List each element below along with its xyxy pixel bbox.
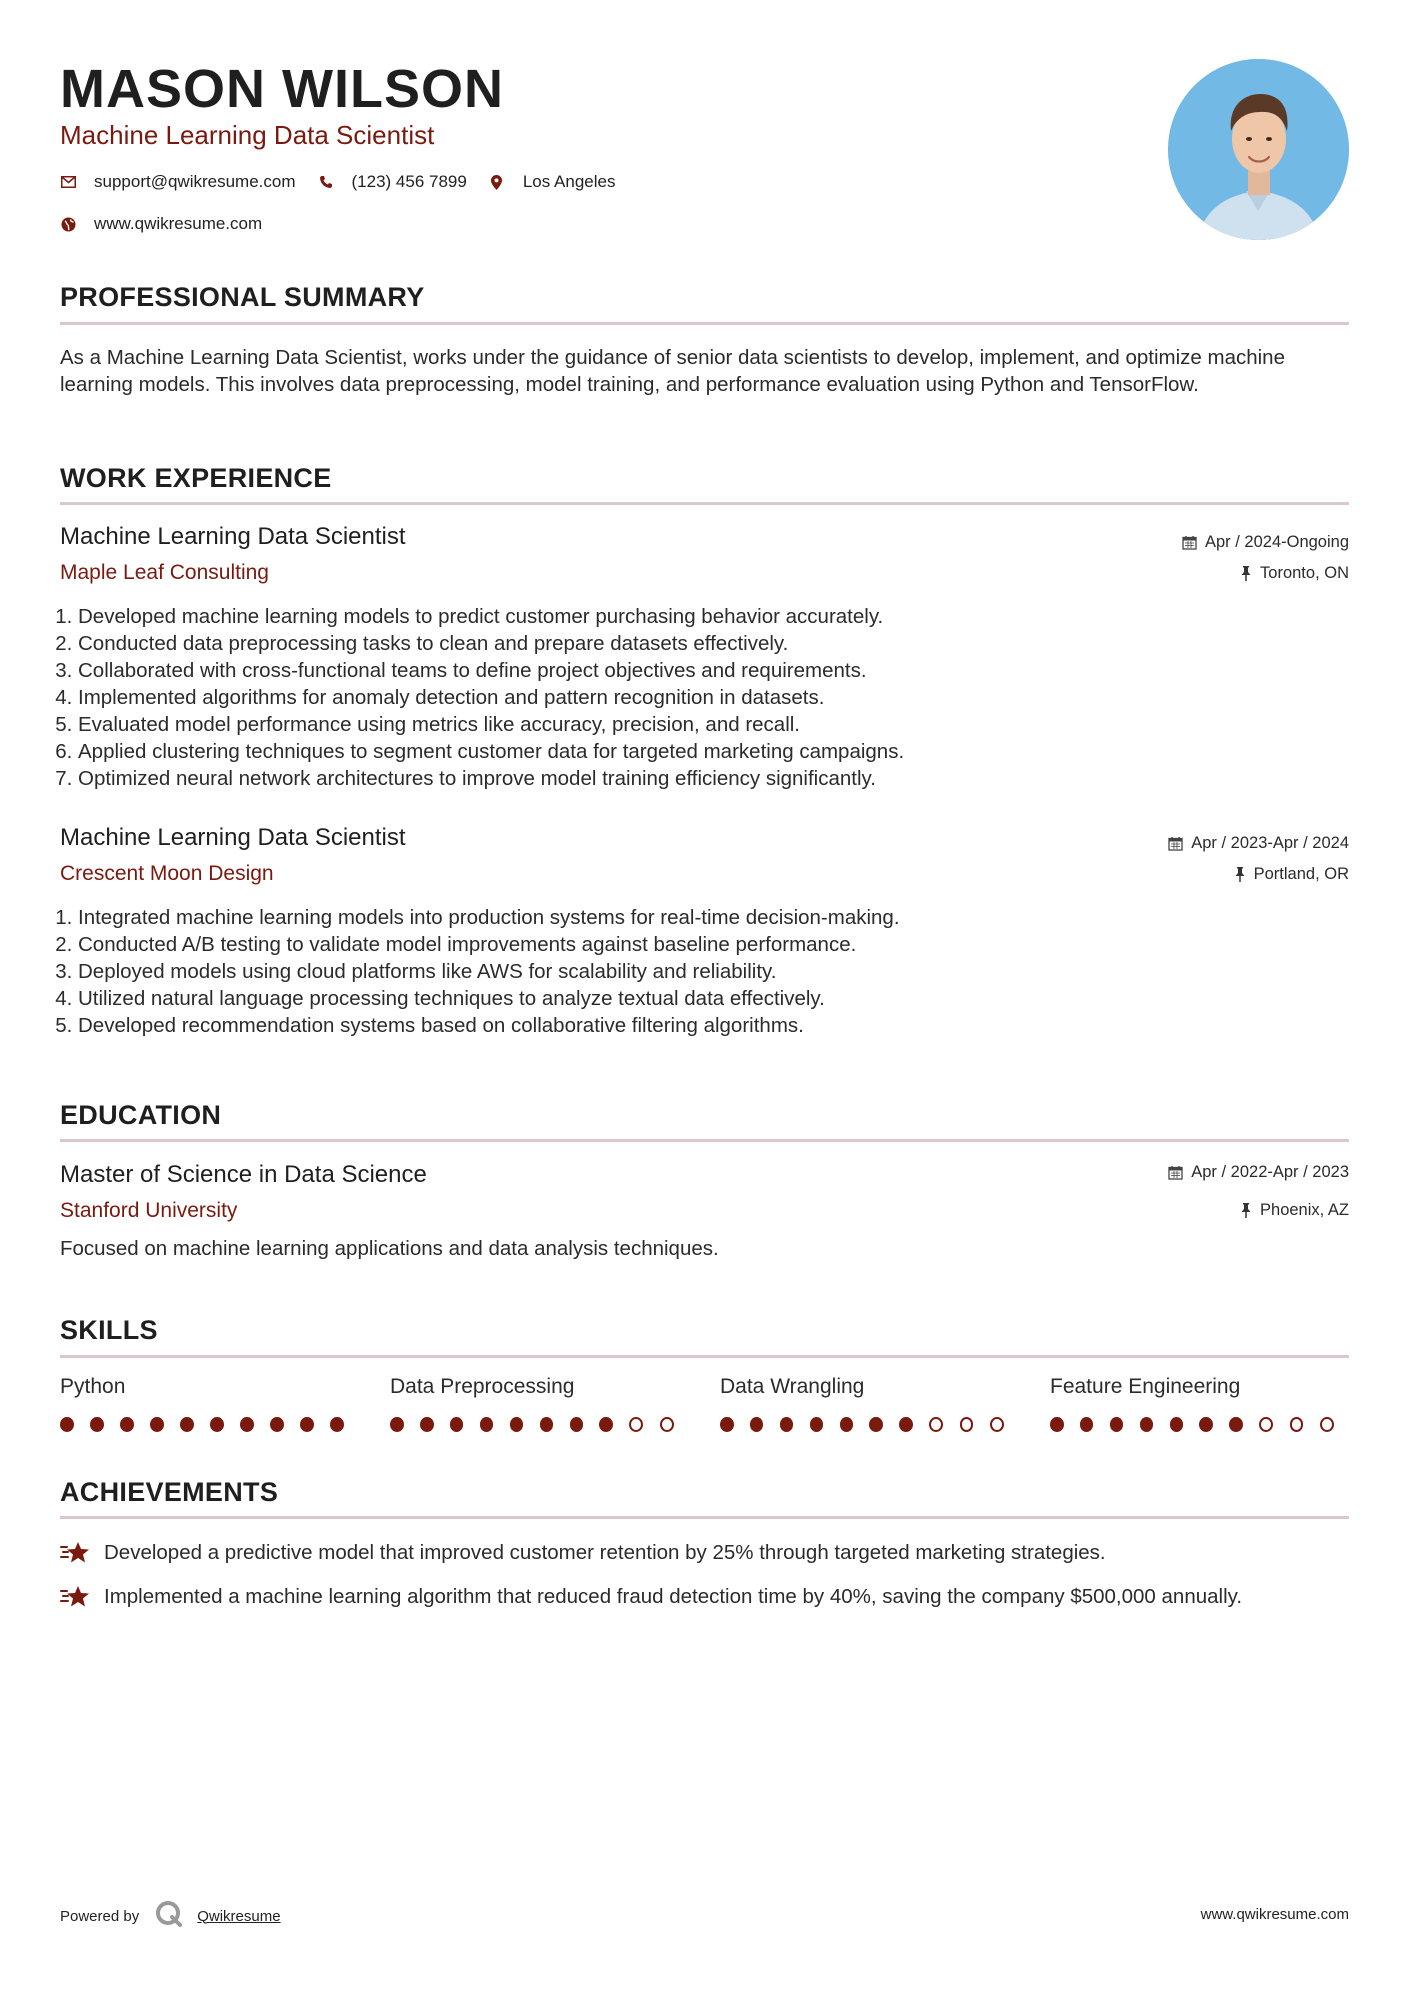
school-name: Stanford University <box>60 1199 238 1222</box>
list-item: 2. Conducted A/B testing to validate model improvements against baseline performance. <box>78 931 1338 958</box>
rating-dot-empty <box>960 1417 974 1432</box>
job-dates <box>1182 533 1349 552</box>
rating-dot-empty <box>660 1417 674 1432</box>
rating-dot-empty <box>629 1417 643 1432</box>
job-location <box>1240 564 1349 583</box>
list-item: 7. Optimized neural network architectures to improve model training efficiency significantly. <box>78 765 1338 792</box>
job-bullets <box>60 904 1338 1039</box>
rating-dot-filled <box>420 1417 434 1432</box>
rating-dot-filled <box>869 1417 883 1432</box>
website-item[interactable] <box>60 214 262 234</box>
skill-item <box>720 1375 1020 1432</box>
skill-name: Python <box>60 1375 126 1398</box>
rating-dot-filled <box>750 1417 764 1432</box>
education-dates-text: Apr / 2022-Apr / 2023 <box>1191 1163 1349 1181</box>
calendar-icon <box>1182 535 1197 550</box>
skill-rating <box>1050 1417 1350 1432</box>
achievement-item <box>60 1583 1349 1616</box>
skill-rating <box>720 1417 1020 1432</box>
job-dates-text: Apr / 2023-Apr / 2024 <box>1191 834 1349 852</box>
skill-item <box>390 1375 690 1432</box>
achievements-divider <box>60 1516 1349 1519</box>
email-item[interactable] <box>60 172 296 192</box>
job-bullets <box>60 603 1338 792</box>
rating-dot-filled <box>210 1417 224 1432</box>
star-badge-icon <box>60 1583 104 1616</box>
email-text: support@qwikresume.com <box>94 172 296 191</box>
list-item: 6. Applied clustering techniques to segment customer data for targeted marketing campaigns. <box>78 738 1338 765</box>
phone-text: (123) 456 7899 <box>351 172 467 191</box>
rating-dot-filled <box>780 1417 794 1432</box>
rating-dot-filled <box>300 1417 314 1432</box>
skill-item <box>60 1375 360 1432</box>
footer-powered-by <box>60 1900 281 1932</box>
qwikresume-link[interactable]: Qwikresume <box>197 1907 281 1925</box>
candidate-title: Machine Learning Data Scientist <box>60 120 435 150</box>
rating-dot-filled <box>120 1417 134 1432</box>
rating-dot-filled <box>1110 1417 1124 1432</box>
globe-icon <box>60 216 76 232</box>
list-item: 4. Utilized natural language processing techniques to analyze textual data effectively. <box>78 985 1338 1012</box>
profile-photo <box>1168 59 1349 240</box>
rating-dot-filled <box>899 1417 913 1432</box>
skill-rating <box>390 1417 690 1432</box>
phone-icon <box>318 174 334 190</box>
footer-website[interactable]: www.qwikresume.com <box>1200 1906 1349 1923</box>
job-location-text: Portland, OR <box>1253 865 1349 883</box>
rating-dot-filled <box>1229 1417 1243 1432</box>
experience-heading: WORK EXPERIENCE <box>60 463 332 493</box>
job-location-text: Toronto, ON <box>1260 564 1349 582</box>
achievement-item <box>60 1539 1349 1572</box>
rating-dot-filled <box>1080 1417 1094 1432</box>
skill-rating <box>60 1417 360 1432</box>
rating-dot-filled <box>330 1417 344 1432</box>
job-dates <box>1168 834 1349 853</box>
rating-dot-filled <box>810 1417 824 1432</box>
list-item: 5. Developed recommendation systems based on collaborative filtering algorithms. <box>78 1012 1338 1039</box>
qwikresume-logo-icon <box>155 1900 183 1932</box>
calendar-icon <box>1168 1165 1183 1180</box>
map-pin-icon <box>489 174 505 190</box>
rating-dot-filled <box>150 1417 164 1432</box>
rating-dot-filled <box>270 1417 284 1432</box>
achievements-heading: ACHIEVEMENTS <box>60 1477 279 1507</box>
achievement-text: Implemented a machine learning algorithm that reduced fraud detection time by 40%, saving the company $500,000 annually. <box>104 1585 1243 1608</box>
contact-row <box>60 172 637 192</box>
powered-by-label: Powered by <box>60 1907 140 1925</box>
degree-title: Master of Science in Data Science <box>60 1161 427 1188</box>
list-item: 4. Implemented algorithms for anomaly detection and pattern recognition in datasets. <box>78 684 1338 711</box>
skill-item <box>1050 1375 1350 1432</box>
rating-dot-filled <box>540 1417 554 1432</box>
skill-name: Data Preprocessing <box>390 1375 575 1398</box>
rating-dot-empty <box>1259 1417 1273 1432</box>
rating-dot-filled <box>60 1417 74 1432</box>
job-dates-text: Apr / 2024-Ongoing <box>1204 533 1349 551</box>
pushpin-icon <box>1240 566 1252 581</box>
education-description: Focused on machine learning applications and data analysis techniques. <box>60 1237 719 1260</box>
rating-dot-filled <box>599 1417 613 1432</box>
rating-dot-empty <box>1320 1417 1334 1432</box>
education-divider <box>60 1139 1349 1142</box>
rating-dot-filled <box>480 1417 494 1432</box>
envelope-icon <box>60 174 76 190</box>
skills-heading: SKILLS <box>60 1315 158 1345</box>
rating-dot-filled <box>240 1417 254 1432</box>
education-location <box>1240 1201 1349 1220</box>
rating-dot-filled <box>180 1417 194 1432</box>
phone-item[interactable] <box>318 172 467 192</box>
website-text: www.qwikresume.com <box>94 214 263 233</box>
location-item <box>489 172 616 192</box>
location-text: Los Angeles <box>522 172 616 191</box>
rating-dot-filled <box>450 1417 464 1432</box>
calendar-icon <box>1168 836 1183 851</box>
rating-dot-empty <box>929 1417 943 1432</box>
skill-name: Data Wrangling <box>720 1375 865 1398</box>
pushpin-icon <box>1234 867 1246 882</box>
rating-dot-empty <box>990 1417 1004 1432</box>
rating-dot-filled <box>510 1417 524 1432</box>
rating-dot-filled <box>840 1417 854 1432</box>
job-title: Machine Learning Data Scientist <box>60 523 406 550</box>
rating-dot-empty <box>1290 1417 1304 1432</box>
company-name: Crescent Moon Design <box>60 862 274 885</box>
summary-text: As a Machine Learning Data Scientist, works under the guidance of senior data scientists to develop, implement, and optimize machine learning models. This involves data preprocessing, model training, and performance evaluation using Python and TensorFlow. <box>60 346 1285 396</box>
experience-divider <box>60 502 1349 505</box>
rating-dot-filled <box>1050 1417 1064 1432</box>
summary-divider <box>60 322 1349 325</box>
achievement-text: Developed a predictive model that improved customer retention by 25% through targeted marketing strategies. <box>104 1541 1106 1564</box>
list-item: 3. Collaborated with cross-functional teams to define project objectives and requirements. <box>78 657 1338 684</box>
rating-dot-filled <box>90 1417 104 1432</box>
rating-dot-filled <box>570 1417 584 1432</box>
website-row <box>60 214 284 234</box>
candidate-name: MASON WILSON <box>60 59 504 119</box>
education-dates <box>1168 1163 1349 1182</box>
job-title: Machine Learning Data Scientist <box>60 824 406 851</box>
rating-dot-filled <box>1199 1417 1213 1432</box>
job-location <box>1234 865 1349 884</box>
rating-dot-filled <box>1140 1417 1154 1432</box>
list-item: 1. Developed machine learning models to predict customer purchasing behavior accurately. <box>78 603 1338 630</box>
rating-dot-filled <box>1170 1417 1184 1432</box>
skills-divider <box>60 1355 1349 1358</box>
skill-name: Feature Engineering <box>1050 1375 1241 1398</box>
summary-heading: PROFESSIONAL SUMMARY <box>60 282 425 312</box>
pushpin-icon <box>1240 1203 1252 1218</box>
education-heading: EDUCATION <box>60 1100 222 1130</box>
star-badge-icon <box>60 1539 104 1572</box>
company-name: Maple Leaf Consulting <box>60 561 269 584</box>
rating-dot-filled <box>390 1417 404 1432</box>
education-location-text: Phoenix, AZ <box>1260 1201 1349 1219</box>
list-item: 5. Evaluated model performance using metrics like accuracy, precision, and recall. <box>78 711 1338 738</box>
list-item: 2. Conducted data preprocessing tasks to clean and prepare datasets effectively. <box>78 630 1338 657</box>
rating-dot-filled <box>720 1417 734 1432</box>
list-item: 1. Integrated machine learning models into production systems for real-time decision-making. <box>78 904 1338 931</box>
list-item: 3. Deployed models using cloud platforms like AWS for scalability and reliability. <box>78 958 1338 985</box>
